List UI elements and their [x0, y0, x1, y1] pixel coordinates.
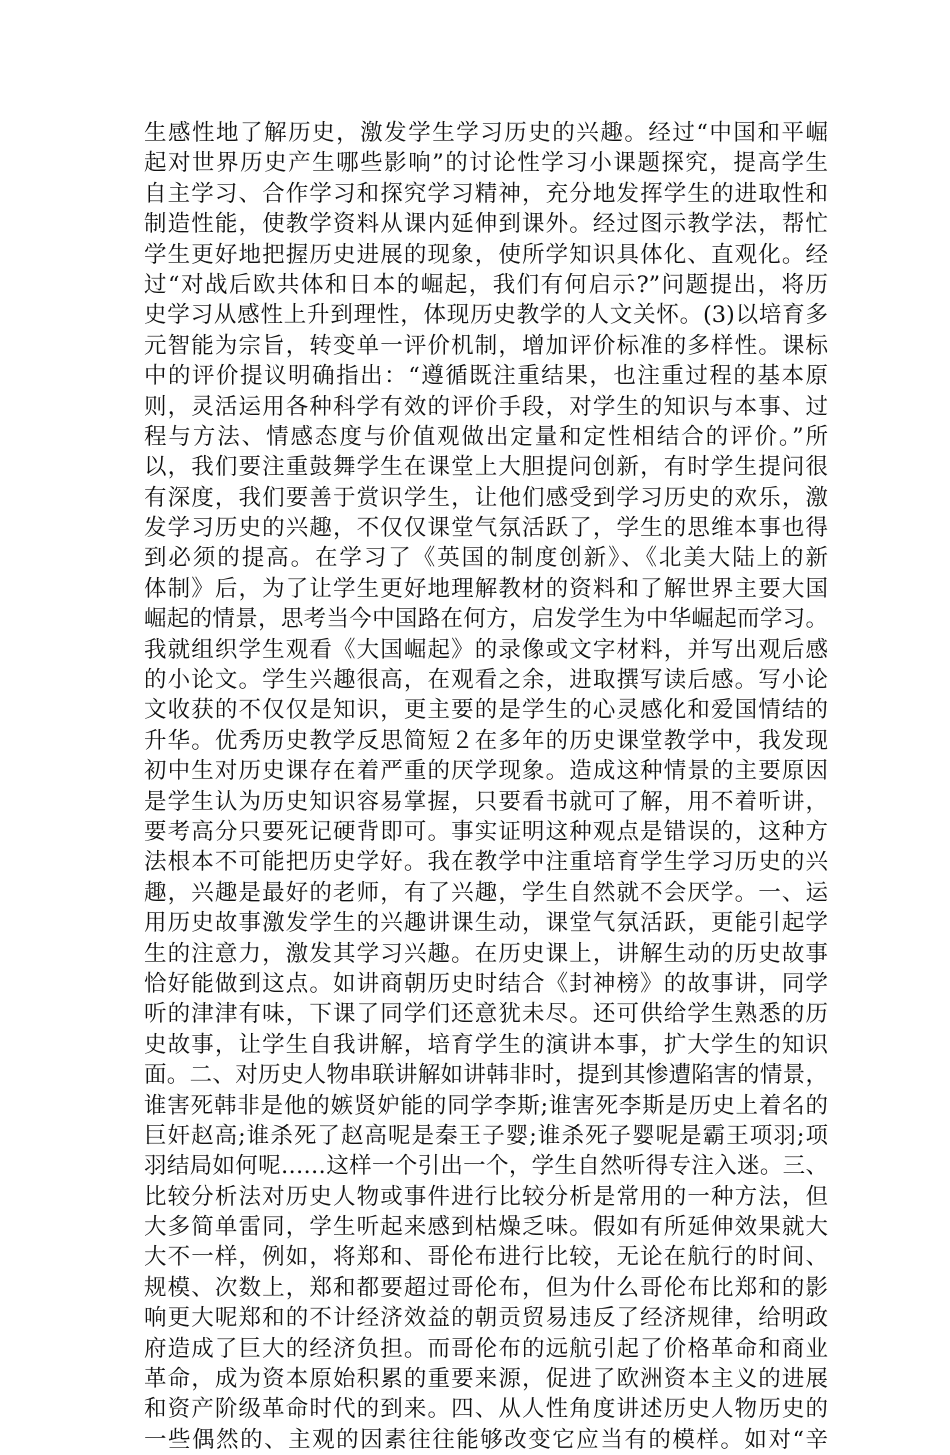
text-line-14: 发学习历史的兴趣，不仅仅课堂气氛活跃了，学生的思维本事也得 — [144, 515, 828, 542]
text-line-41: 府造成了巨大的经济负担。而哥伦布的远航引起了价格革命和商业 — [144, 1335, 828, 1362]
text-line-25: 法根本不可能把历史学好。我在教学中注重培育学生学习历史的兴 — [144, 849, 828, 876]
text-line-13: 有深度，我们要善于赏识学生，让他们感受到学习历史的欢乐，激 — [144, 484, 828, 511]
text-line-12: 以，我们要注重鼓舞学生在课堂上大胆提问创新，有时学生提问很 — [144, 454, 828, 481]
text-line-1: 生感性地了解历史，激发学生学习历史的兴趣。经过“中国和平崛 — [144, 120, 828, 146]
text-line-39: 规模、次数上，郑和都要超过哥伦布，但为什么哥伦布比郑和的影 — [144, 1274, 828, 1301]
text-line-33: 谁害死韩非是他的嫉贤妒能的同学李斯;谁害死李斯是历史上着名的 — [144, 1092, 828, 1119]
text-line-22: 初中生对历史课存在着严重的厌学现象。造成这种情景的主要原因 — [144, 758, 828, 785]
text-line-7: 史学习从感性上升到理性，体现历史教学的人文关怀。(3)以培育多 — [144, 302, 828, 329]
text-line-10: 则，灵活运用各种科学有效的评价手段，对学生的知识与本事、过 — [144, 393, 828, 420]
text-line-44: 一些偶然的、主观的因素往往能够改变它应当有的模样。如对“辛 — [144, 1426, 828, 1453]
text-line-29: 恰好能做到这点。如讲商朝历史时结合《封神榜》的故事讲，同学 — [144, 970, 828, 997]
text-line-28: 生的注意力，激发其学习兴趣。在历史课上，讲解生动的历史故事 — [144, 940, 828, 967]
text-line-15: 到必须的提高。在学习了《英国的制度创新》、《北美大陆上的新 — [144, 545, 828, 572]
text-line-34: 巨奸赵高;谁杀死了赵高呢是秦王子婴;谁杀死子婴呢是霸王项羽;项 — [144, 1122, 828, 1149]
text-line-43: 和资产阶级革命时代的到来。四、从人性角度讲述历史人物历史的 — [144, 1396, 828, 1423]
text-line-26: 趣，兴趣是最好的老师，有了兴趣，学生自然就不会厌学。一、运 — [144, 879, 828, 906]
text-line-3: 自主学习、合作学习和探究学习精神，充分地发挥学生的进取性和 — [144, 180, 828, 207]
text-line-40: 响更大呢郑和的不计经济效益的朝贡贸易违反了经济规律，给明政 — [144, 1305, 828, 1332]
text-line-42: 革命，成为资本原始积累的重要来源，促进了欧洲资本主义的进展 — [144, 1366, 828, 1393]
text-line-27: 用历史故事激发学生的兴趣讲课生动，课堂气氛活跃，更能引起学 — [144, 910, 828, 937]
document-body — [144, 118, 828, 1455]
text-line-19: 的小论文。学生兴趣很高，在观看之余，进取撰写读后感。写小论 — [144, 667, 828, 694]
text-line-21: 升华。优秀历史教学反思简短２在多年的历史课堂教学中，我发现 — [144, 727, 828, 754]
text-line-6: 过“对战后欧共体和日本的崛起，我们有何启示?”问题提出，将历 — [144, 271, 828, 298]
text-line-20: 文收获的不仅仅是知识，更主要的是学生的心灵感化和爱国情结的 — [144, 697, 828, 724]
text-line-24: 要考高分只要死记硬背即可。事实证明这种观点是错误的，这种方 — [144, 818, 828, 845]
text-line-17: 崛起的情景，思考当今中国路在何方，启发学生为中华崛起而学习。 — [144, 606, 828, 633]
text-line-37: 大多简单雷同，学生听起来感到枯燥乏味。假如有所延伸效果就大 — [144, 1214, 828, 1241]
text-line-23: 是学生认为历史知识容易掌握，只要看书就可了解，用不着听讲， — [144, 788, 828, 815]
text-line-5: 学生更好地把握历史进展的现象，使所学知识具体化、直观化。经 — [144, 241, 828, 268]
text-line-18: 我就组织学生观看《大国崛起》的录像或文字材料，并写出观后感 — [144, 636, 828, 663]
text-line-36: 比较分析法对历史人物或事件进行比较分析是常用的一种方法，但 — [144, 1183, 828, 1210]
text-line-9: 中的评价提议明确指出：“遵循既注重结果，也注重过程的基本原 — [144, 363, 828, 390]
text-line-11: 程与方法、情感态度与价值观做出定量和定性相结合的评价。”所 — [144, 423, 828, 450]
text-line-31: 史故事，让学生自我讲解，培育学生的演讲本事，扩大学生的知识 — [144, 1031, 828, 1058]
text-line-16: 体制》后，为了让学生更好地理解教材的资料和了解世界主要大国 — [144, 575, 828, 602]
text-line-2: 起对世界历史产生哪些影响”的讨论性学习小课题探究，提高学生 — [144, 150, 828, 177]
text-line-32: 面。二、对历史人物串联讲解如讲韩非时，提到其惨遭陷害的情景， — [144, 1062, 828, 1089]
text-line-30: 听的津津有味，下课了同学们还意犹未尽。还可供给学生熟悉的历 — [144, 1001, 828, 1028]
text-line-8: 元智能为宗旨，转变单一评价机制，增加评价标准的多样性。课标 — [144, 332, 828, 359]
text-line-4: 制造性能，使教学资料从课内延伸到课外。经过图示教学法，帮忙 — [144, 211, 828, 238]
text-line-38: 大不一样，例如，将郑和、哥伦布进行比较，无论在航行的时间、 — [144, 1244, 828, 1271]
text-line-35: 羽结局如何呢……这样一个引出一个，学生自然听得专注入迷。三、 — [144, 1153, 828, 1180]
